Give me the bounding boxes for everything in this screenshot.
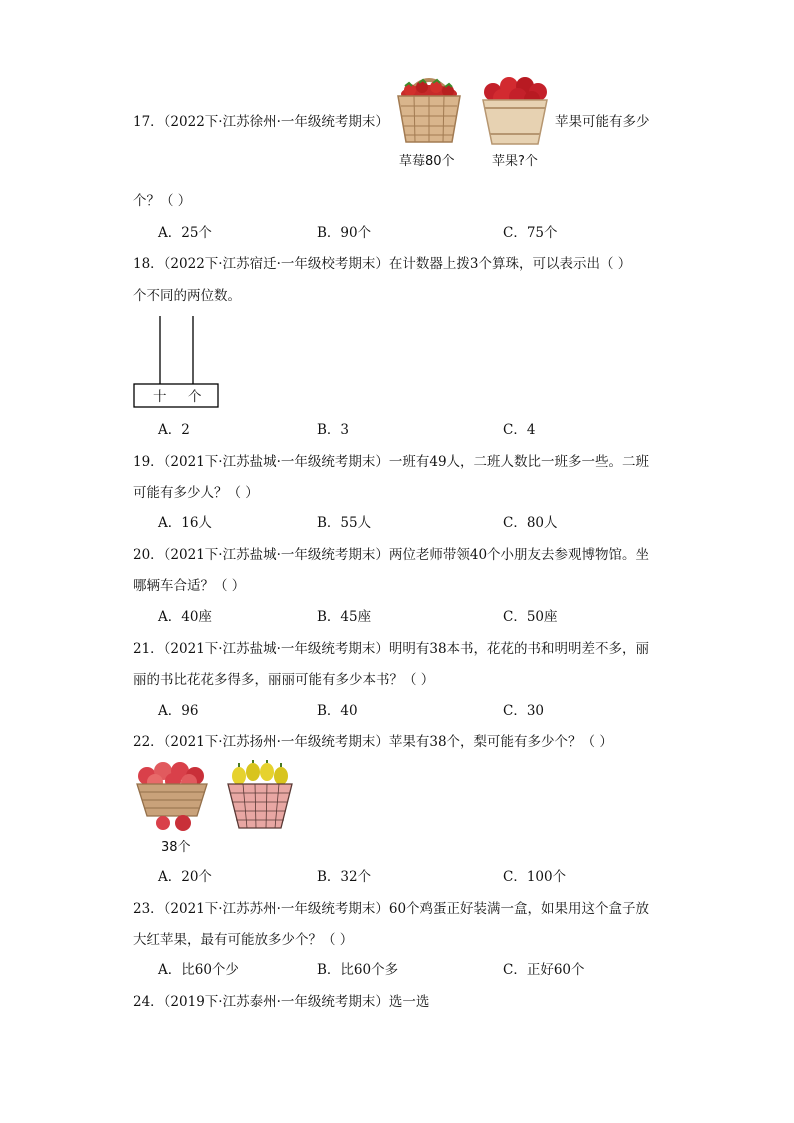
q21-option-a[interactable]: A．96 [158,703,199,719]
abacus-label-tens: 十 [153,389,167,405]
q18-option-c[interactable]: C．4 [503,422,536,438]
q23-stem-cont: 大红苹果，最有可能放多少个？（ ） [133,932,354,948]
q19-stem: 19．（2021下·江苏盐城·一年级统考期末）一班有49人，二班人数比一班多一些。二班 [133,454,650,470]
strawberry-caption: 草莓80个 [399,154,455,169]
q17-option-b[interactable]: B．90个 [317,225,372,241]
q20-option-b[interactable]: B．45座 [317,609,372,625]
q23-option-b[interactable]: B．比60个多 [317,962,399,978]
q23-option-c[interactable]: C．正好60个 [503,962,585,978]
q20-option-a[interactable]: A．40座 [158,609,212,625]
q17-stem: 17．（2022下·江苏徐州·一年级统考期末） [133,114,389,130]
pear-basket-image [225,760,295,830]
abacus-diagram [133,314,221,410]
apple-count-caption: 38个 [161,840,191,855]
q21-option-c[interactable]: C．30 [503,703,545,719]
q21-stem-cont: 丽的书比花花多得多，丽丽可能有多少本书？（ ） [133,672,435,688]
q21-option-b[interactable]: B．40 [317,703,358,719]
q19-option-a[interactable]: A．16人 [158,515,212,531]
q19-option-c[interactable]: C．80人 [503,515,558,531]
q17-stem-end: 个？（ ） [133,193,192,209]
q22-option-a[interactable]: A．20个 [158,869,212,885]
q24-stem: 24．（2019下·江苏泰州·一年级统考期末）选一选 [133,994,430,1010]
q20-stem: 20．（2021下·江苏盐城·一年级统考期末）两位老师带领40个小朋友去参观博物馆。坐 [133,547,650,563]
q22-option-b[interactable]: B．32个 [317,869,372,885]
apple-basket-image [480,72,550,146]
q18-stem: 18．（2022下·江苏宿迁·一年级校考期末）在计数器上拨3个算珠，可以表示出（ ） [133,256,632,272]
q17-option-a[interactable]: A．25个 [158,225,212,241]
apple-basket-image [133,760,211,832]
q22-option-c[interactable]: C．100个 [503,869,567,885]
q23-option-a[interactable]: A．比60个少 [158,962,239,978]
q23-stem: 23．（2021下·江苏苏州·一年级统考期末）60个鸡蛋正好装满一盒，如果用这个盒子放 [133,901,650,917]
strawberry-basket-image [390,70,468,146]
q18-option-b[interactable]: B．3 [317,422,350,438]
q19-option-b[interactable]: B．55人 [317,515,372,531]
q18-option-a[interactable]: A．2 [158,422,190,438]
q20-option-c[interactable]: C．50座 [503,609,558,625]
abacus-label-ones: 个 [188,389,202,405]
q18-stem-cont: 个不同的两位数。 [133,288,241,304]
q22-stem: 22．（2021下·江苏扬州·一年级统考期末）苹果有38个，梨可能有多少个？（ ） [133,734,613,750]
q17-stem-cont: 苹果可能有多少 [555,114,650,130]
q20-stem-cont: 哪辆车合适？（ ） [133,578,246,594]
q21-stem: 21．（2021下·江苏盐城·一年级统考期末）明明有38本书，花花的书和明明差不多，丽 [133,641,650,657]
q19-stem-cont: 可能有多少人？（ ） [133,485,259,501]
apple-caption: 苹果?个 [492,154,538,169]
q17-option-c[interactable]: C．75个 [503,225,558,241]
